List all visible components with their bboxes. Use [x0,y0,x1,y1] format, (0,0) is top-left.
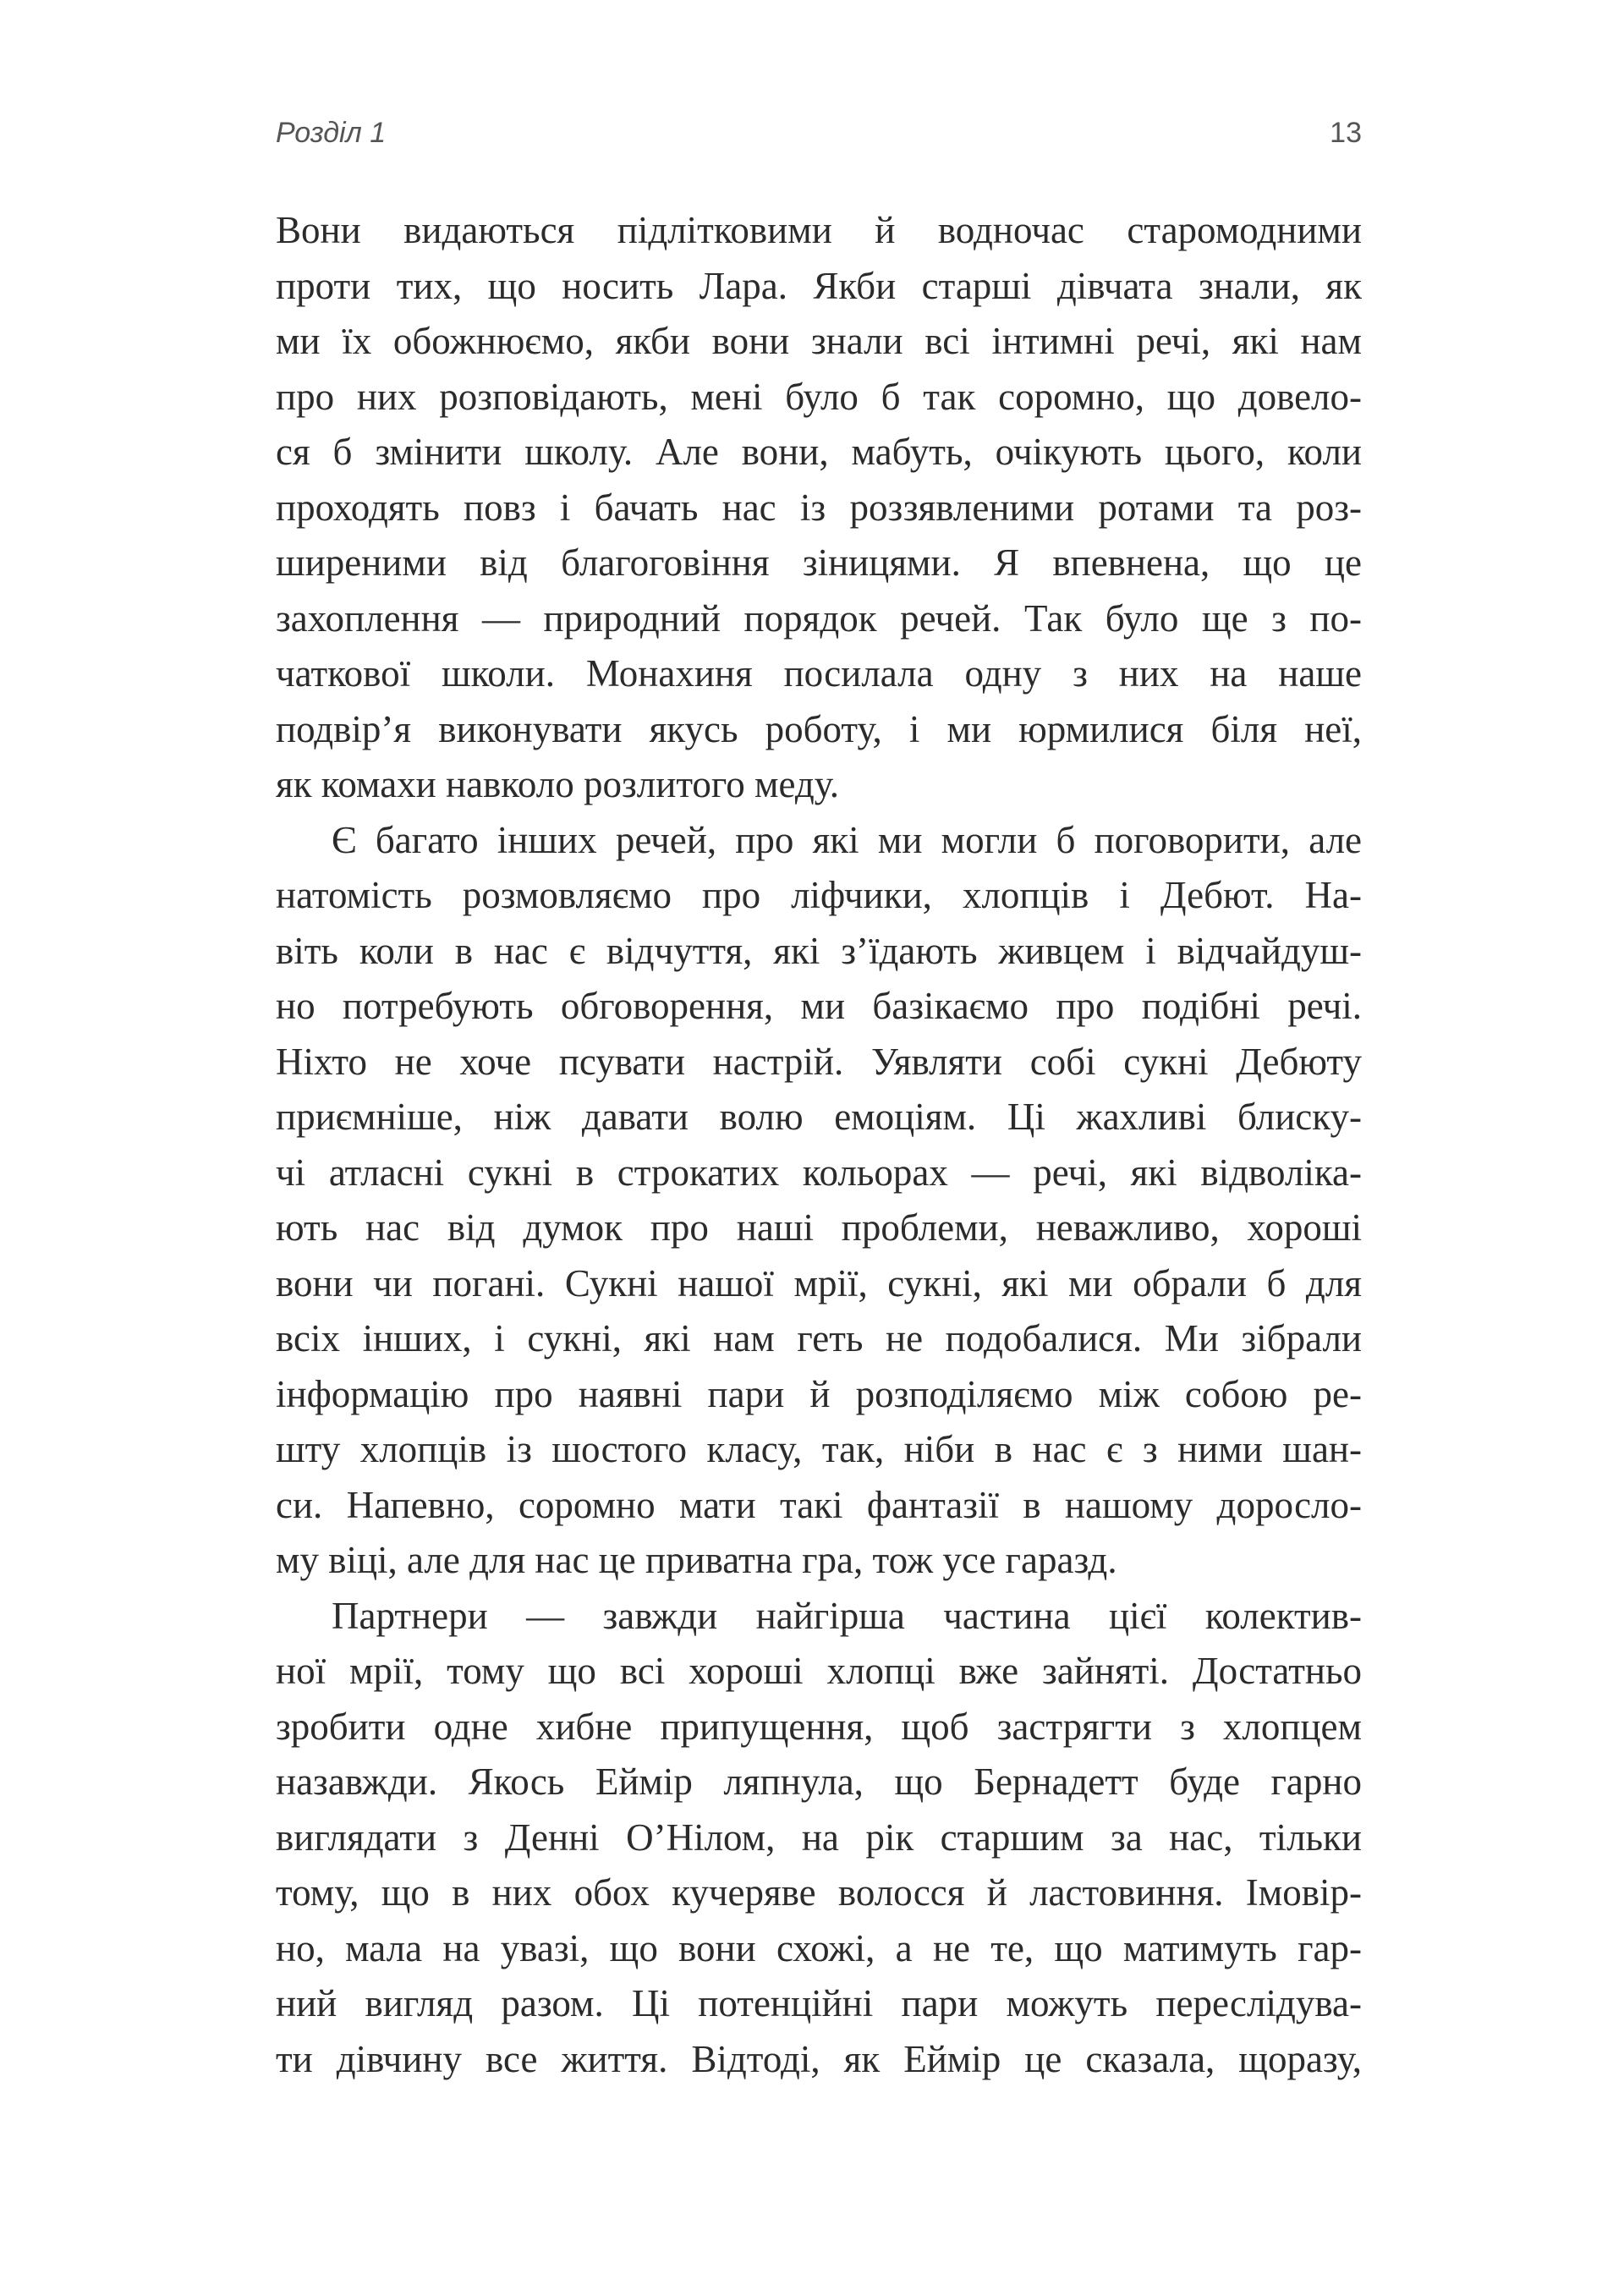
page-number: 13 [1330,117,1362,149]
paragraph [276,203,1362,813]
text-line: Партнери — завжди найгірша частина цієї колектив- [332,1594,1362,1637]
text-line: Є багато інших речей, про які ми могли б поговорити, але [332,818,1362,861]
text-line: ми їх обожнюємо, якби вони знали всі інтимні речі, які нам [276,320,1362,362]
text-line: ють нас від думок про наші проблеми, неважливо, хороші [276,1206,1362,1249]
text-line: натомість розмовляємо про ліфчики, хлопців і Дебют. На- [276,874,1362,916]
text-line: но, мала на увазі, що вони схожі, а не те, що матимуть гар- [276,1926,1362,1969]
text-line: виглядати з Денні О’Нілом, на рік старшим за нас, тільки [276,1815,1362,1859]
text-line: ти дівчину все життя. Відтоді, як Еймір це сказала, щоразу, [276,2037,1362,2080]
text-line: но потребують обговорення, ми базікаємо про подібні речі. [276,985,1362,1027]
text-line: захоплення — природний порядок речей. Так було ще з по- [276,596,1362,640]
text-line: Ніхто не хоче псувати настрій. Уявляти собі сукні Дебюту [276,1040,1362,1083]
text-line: інформацію про наявні пари й розподіляємо між собою ре- [276,1372,1362,1415]
text-line: тому, що в них обох кучеряве волосся й ластовиння. Імовір- [276,1871,1362,1914]
text-line: ної мрії, тому що всі хороші хлопці вже зайняті. Достатньо [276,1650,1362,1692]
text-line: як комахи навколо розлитого меду. [276,763,839,805]
text-line: шту хлопців із шостого класу, так, ніби в нас є з ними шан- [276,1428,1362,1470]
text-line: вони чи погані. Сукні нашої мрії, сукні, які ми обрали б для [276,1261,1362,1305]
paragraph [276,1589,1362,2088]
text-line: чі атласні сукні в строкатих кольорах — речі, які відволіка- [276,1151,1362,1194]
text-line: проходять повз і бачать нас із роззявленими ротами та роз- [276,486,1362,529]
text-line: подвір’я виконувати якусь роботу, і ми юрмилися біля неї, [276,707,1362,750]
text-line: Вони видаються підлітковими й водночас старомодними [276,209,1362,251]
text-line: ширеними від благоговіння зіницями. Я впевнена, що це [276,541,1362,584]
paragraph [276,813,1362,1589]
text-line: чаткової школи. Монахиня посилала одну з них на наше [276,652,1362,695]
body-text [276,203,1362,2087]
text-line: зробити одне хибне припущення, щоб застрягти з хлопцем [276,1705,1362,1748]
text-line: про них розповідають, мені було б так соромно, що довело- [276,375,1362,418]
text-line: проти тих, що носить Лара. Якби старші дівчата знали, як [276,264,1362,307]
text-line: назавжди. Якось Еймір ляпнула, що Бернадетт буде гарно [276,1760,1362,1803]
chapter-title: Розділ 1 [276,117,387,149]
text-line: си. Напевно, соромно мати такі фантазії в нашому доросло- [276,1483,1362,1526]
text-line: всіх інших, і сукні, які нам геть не подобалися. Ми зібрали [276,1317,1362,1359]
running-head [276,117,1362,159]
text-line: ся б змінити школу. Але вони, мабуть, очікують цього, коли [276,431,1362,473]
text-line: ний вигляд разом. Ці потенційні пари можуть переслідува- [276,1982,1362,2024]
text-line: віть коли в нас є відчуття, які з’їдають живцем і відчайдуш- [276,929,1362,972]
text-line: приємніше, ніж давати волю емоціям. Ці жахливі блиску- [276,1096,1362,1138]
text-line: му віці, але для нас це приватна гра, тож усе гаразд. [276,1539,1117,1581]
